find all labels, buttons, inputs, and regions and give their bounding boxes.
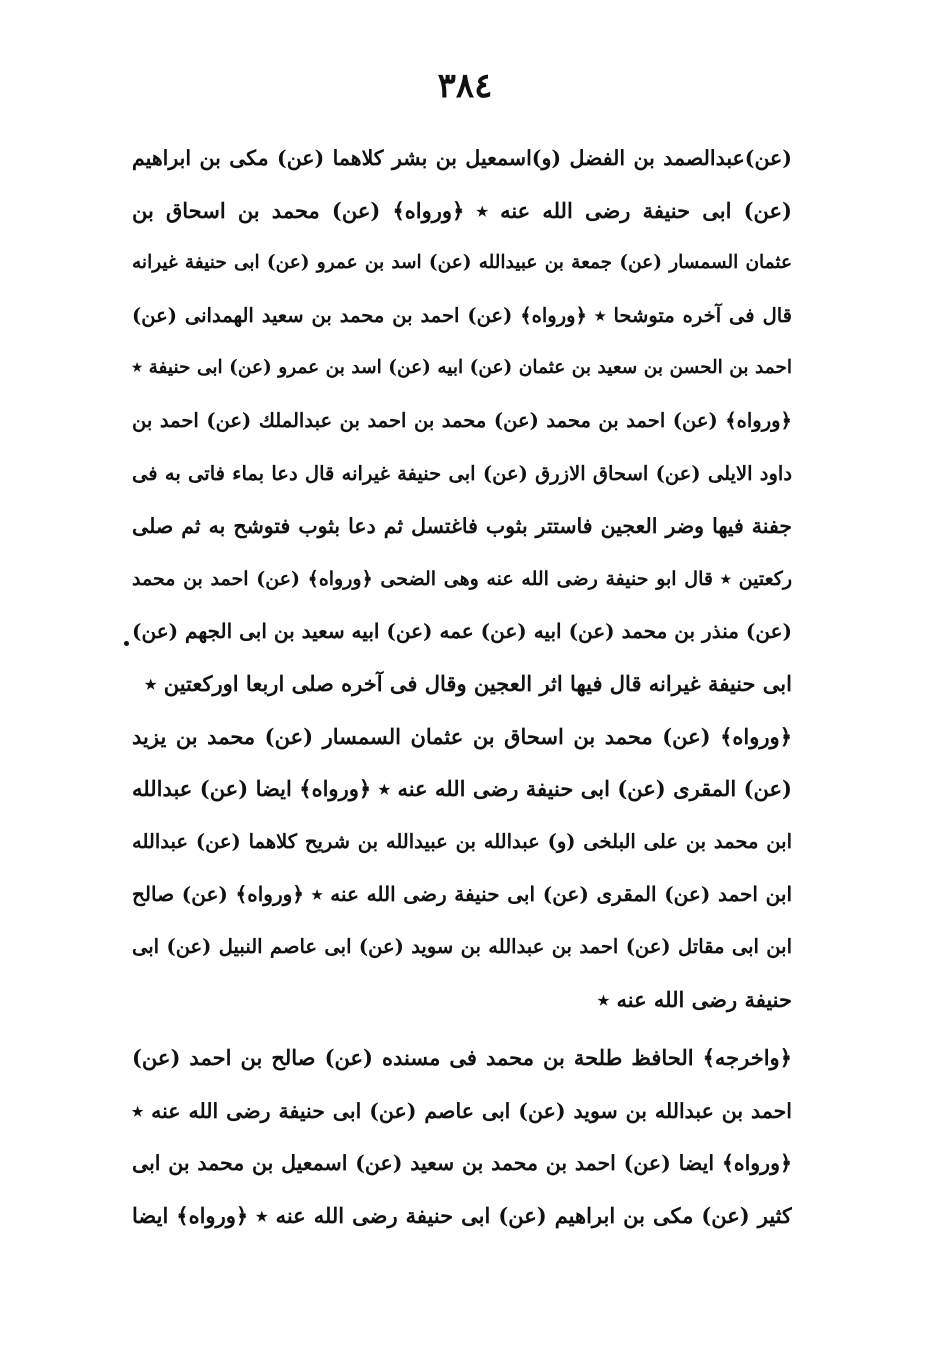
text-line: احمد بن عبدالله بن سويد (عن) ابى عاصم (عن) ابى حنيفة رضى الله عنه ٭ [132, 1098, 792, 1123]
paragraph-2 [132, 1032, 792, 1242]
page-number: ٣٨٤ [437, 66, 493, 106]
text-line: (عن) ابى حنيفة رضى الله عنه ٭ ﴿ورواه﴾ (عن) محمد بن اسحاق بن [132, 197, 792, 223]
text-line: كثير (عن) مكى بن ابراهيم (عن) ابى حنيفة رضى الله عنه ٭ ﴿ورواه﴾ ايضا [132, 1202, 792, 1228]
text-line: ﴿ورواه﴾ (عن) محمد بن اسحاق بن عثمان السمسار (عن) محمد بن يزيد [132, 723, 792, 749]
text-line: جفنة فيها وضر العجين فاستتر بثوب فاغتسل ثم دعا بثوب فتوشح به ثم صلى [132, 514, 792, 539]
text-line: عثمان السمسار (عن) جمعة بن عبيدالله (عن) اسد بن عمرو (عن) ابى حنيفة غيرانه [132, 252, 792, 274]
text-line: احمد بن الحسن بن سعيد بن عثمان (عن) ابيه (عن) اسد بن عمرو (عن) ابى حنيفة ٭ [132, 357, 792, 379]
text-line: داود الايلى (عن) اسحاق الازرق (عن) ابى حنيفة غيرانه قال دعا بماء فاتى به فى [132, 461, 792, 485]
text-line: ركعتين ٭ قال ابو حنيفة رضى الله عنه وهى الضحى ﴿ورواه﴾ (عن) احمد بن محمد [132, 567, 792, 590]
text-line: (عن) منذر بن محمد (عن) ابيه (عن) عمه (عن) ابيه سعيد بن ابى الجهم (عن) [132, 619, 792, 644]
text-line: (عن)عبدالصمد بن الفضل (و)اسمعيل بن بشر كلاهما (عن) مكى بن ابراهيم [132, 146, 792, 170]
text-line: قال فى آخره متوشحا ٭ ﴿ورواه﴾ (عن) احمد بن محمد بن سعيد الهمدانى (عن) [132, 303, 792, 327]
text-line: ابى حنيفة غيرانه قال فيها اثر العجين وقال فى آخره صلى اربعا اوركعتين ٭ [144, 670, 792, 696]
text-line: (عن) المقرى (عن) ابى حنيفة رضى الله عنه ٭ ﴿ورواه﴾ ايضا (عن) عبدالله [132, 776, 792, 802]
margin-dot [124, 641, 129, 646]
text-line: ابن احمد (عن) المقرى (عن) ابى حنيفة رضى الله عنه ٭ ﴿ورواه﴾ (عن) صالح [132, 882, 792, 907]
text-line: ﴿ورواه﴾ ايضا (عن) احمد بن محمد بن سعيد (عن) اسمعيل بن محمد بن ابى [132, 1151, 792, 1176]
text-block [132, 132, 792, 1242]
text-line: ابن محمد بن على البلخى (و) عبدالله بن عبيدالله بن شريح كلاهما (عن) عبدالله [132, 829, 792, 853]
paragraph-1 [132, 132, 792, 1026]
text-line: ﴿ورواه﴾ (عن) احمد بن محمد (عن) محمد بن احمد بن عبدالملك (عن) احمد بن [132, 408, 792, 432]
text-line: ابن ابى مقاتل (عن) احمد بن عبدالله بن سويد (عن) ابى عاصم النبيل (عن) ابى [132, 934, 792, 958]
text-line: حنيفة رضى الله عنه ٭ [597, 986, 792, 1012]
text-line: ﴿واخرجه﴾ الحافظ طلحة بن محمد فى مسنده (عن) صالح بن احمد (عن) [132, 1045, 792, 1071]
